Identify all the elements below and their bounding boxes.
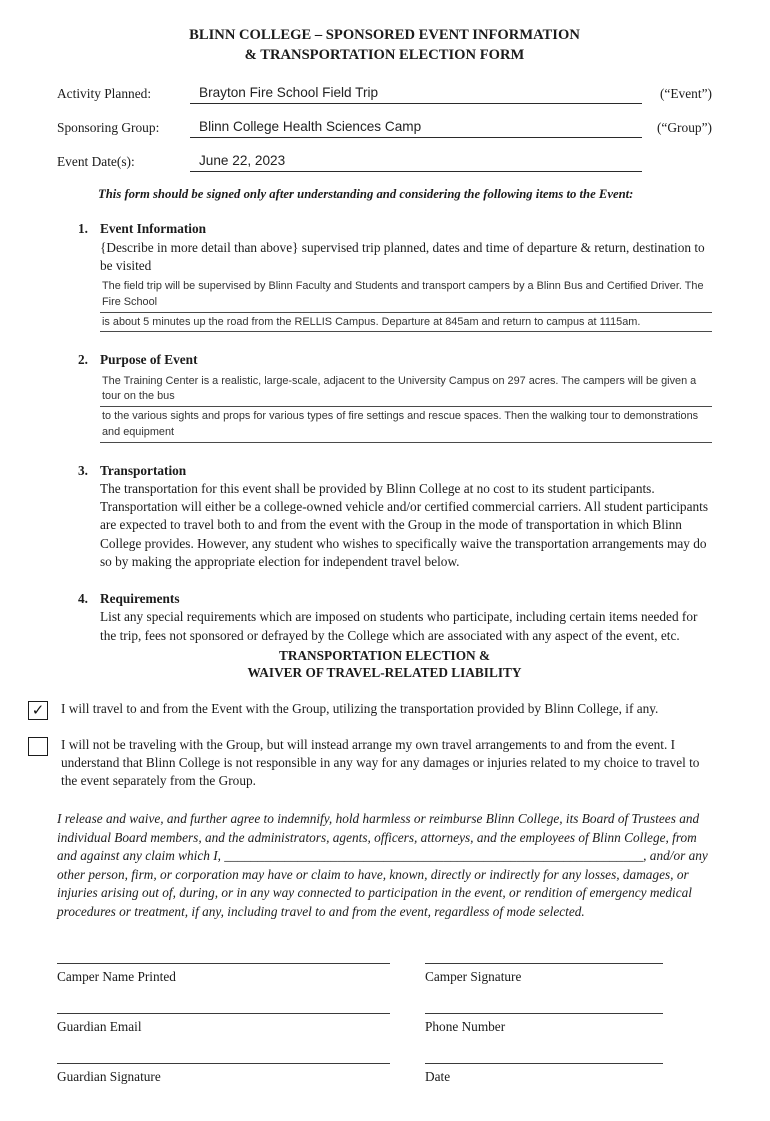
item-1-filled-line-2[interactable]: is about 5 minutes up the road from the RELLIS Campus. Departure at 845am and return to campus at 1115am. xyxy=(100,313,712,333)
travel-with-group-checkbox[interactable] xyxy=(28,701,48,720)
independent-travel-text: I will not be traveling with the Group, but will instead arrange my own travel arrangements to and from the event. I understand that Blinn College is not responsible in any way for any damages or injuries related to my choice to travel to the event separately from the Group. xyxy=(61,736,700,789)
event-dates-label: Event Date(s): xyxy=(57,154,135,170)
travel-with-group-text: I will travel to and from the Event with the Group, utilizing the transportation provided by Blinn College, if any. xyxy=(61,700,659,716)
phone-number-line[interactable] xyxy=(425,1001,663,1014)
signature-row-1 xyxy=(57,951,712,985)
camper-signature-label: Camper Signature xyxy=(425,969,522,985)
camper-signature-cell xyxy=(425,951,663,985)
guardian-email-label: Guardian Email xyxy=(57,1019,142,1035)
event-dates-input[interactable]: June 22, 2023 xyxy=(190,153,642,172)
item-4-heading: Requirements xyxy=(100,591,180,607)
election-option-with-group xyxy=(28,700,712,720)
sponsoring-group-label: Sponsoring Group: xyxy=(57,120,160,136)
camper-name-label: Camper Name Printed xyxy=(57,969,176,985)
activity-planned-input[interactable]: Brayton Fire School Field Trip xyxy=(190,85,642,104)
item-2-filled-line-1[interactable]: The Training Center is a realistic, large-scale, adjacent to the University Campus on 297 acres. The campers will be given a tour on the bus xyxy=(100,372,712,408)
item-3-heading: Transportation xyxy=(100,462,187,478)
camper-signature-line[interactable] xyxy=(425,951,663,964)
item-event-information xyxy=(57,220,712,332)
field-event-dates xyxy=(57,153,712,172)
guardian-signature-line[interactable] xyxy=(57,1051,390,1064)
camper-name-line[interactable] xyxy=(57,951,390,964)
signing-notice: This form should be signed only after understanding and considering the following items to the Event: xyxy=(98,187,634,202)
field-sponsoring-group xyxy=(57,119,712,138)
guardian-email-cell xyxy=(57,1001,390,1035)
field-activity-planned xyxy=(57,85,712,104)
date-label: Date xyxy=(425,1069,451,1085)
phone-number-label: Phone Number xyxy=(425,1019,506,1035)
item-1-filled-line-1[interactable]: The field trip will be supervised by Blinn Faculty and Students and transport campers by a Blinn Bus and Certified Driver. The Fire School xyxy=(100,277,712,313)
item-3-body: The transportation for this event shall be provided by Blinn College at no cost to its student participants. Transportation will either be a college-owned vehicle and/or certified commercial carriers. All student participants are expected to travel both to and from the event with the Group in the mode of transportation in which Blinn College provides. However, any student who wishes to specifically waive the transportation arrangements may do so by making the appropriate election for independent travel below. xyxy=(100,481,708,569)
phone-number-cell xyxy=(425,1001,663,1035)
activity-planned-label: Activity Planned: xyxy=(57,86,152,102)
item-transportation xyxy=(57,462,712,571)
signature-row-3 xyxy=(57,1051,712,1085)
activity-planned-suffix: (“Event”) xyxy=(659,86,712,102)
item-4-body: List any special requirements which are imposed on students who participate, including certain items needed for the trip, fees not sponsored or defrayed by the College which are associated with any aspect of the event, etc. xyxy=(100,609,698,643)
signature-section xyxy=(57,951,712,1085)
election-section-heading xyxy=(57,647,712,682)
signature-row-2 xyxy=(57,1001,712,1035)
item-1-heading: Event Information xyxy=(100,221,207,237)
guardian-signature-label: Guardian Signature xyxy=(57,1069,161,1085)
liability-release-paragraph: I release and waive, and further agree to indemnify, hold harmless or reimburse Blinn College, its Board of Trustees and individual Board members, and the administrators, agents, officers, attorneys, and the employees of Blinn College, from and against any claim which I, _______________________________________________________________, and/or any other person, firm, or corporation may have or claim to have, known, directly or indirectly for any losses, damages, or injuries arising out of, during, or in any way connected to participation in the event, or rendition of emergency medical procedures or treatment, if any, including travel to and from the event, regardless of mode selected. xyxy=(57,811,708,919)
election-heading-line1: TRANSPORTATION ELECTION & xyxy=(278,647,491,663)
form-title-line2: & TRANSPORTATION ELECTION FORM xyxy=(244,46,525,63)
item-1-filled-block xyxy=(100,277,712,332)
sponsoring-group-input[interactable]: Blinn College Health Sciences Camp xyxy=(190,119,642,138)
guardian-email-line[interactable] xyxy=(57,1001,390,1014)
item-4-number: 4. xyxy=(78,591,88,607)
item-2-filled-block xyxy=(100,372,712,443)
camper-name-cell xyxy=(57,951,390,985)
checkmark-icon: ✓ xyxy=(31,701,45,720)
independent-travel-checkbox[interactable] xyxy=(28,737,48,756)
item-2-heading: Purpose of Event xyxy=(100,352,198,368)
item-purpose-of-event xyxy=(57,351,712,442)
form-title xyxy=(57,26,712,65)
sponsoring-group-suffix: (“Group”) xyxy=(656,120,712,136)
item-1-number: 1. xyxy=(78,221,88,237)
election-option-independent-travel xyxy=(28,736,712,791)
item-2-filled-line-2[interactable]: to the various sights and props for various types of fire settings and rescue spaces. Then the walking tour to demonstrations and equipment xyxy=(100,407,712,443)
item-1-body: {Describe in more detail than above} supervised trip planned, dates and time of departure & return, destination to be visited xyxy=(100,239,705,273)
date-line[interactable] xyxy=(425,1051,663,1064)
item-requirements xyxy=(57,590,712,645)
event-dates-suffix xyxy=(642,170,712,172)
item-3-number: 3. xyxy=(78,462,88,478)
date-cell xyxy=(425,1051,663,1085)
form-title-line1: BLINN COLLEGE – SPONSORED EVENT INFORMATION xyxy=(189,27,580,43)
item-2-number: 2. xyxy=(78,352,88,368)
guardian-signature-cell xyxy=(57,1051,390,1085)
election-heading-line2: WAIVER OF TRAVEL-RELATED LIABILITY xyxy=(247,665,522,681)
